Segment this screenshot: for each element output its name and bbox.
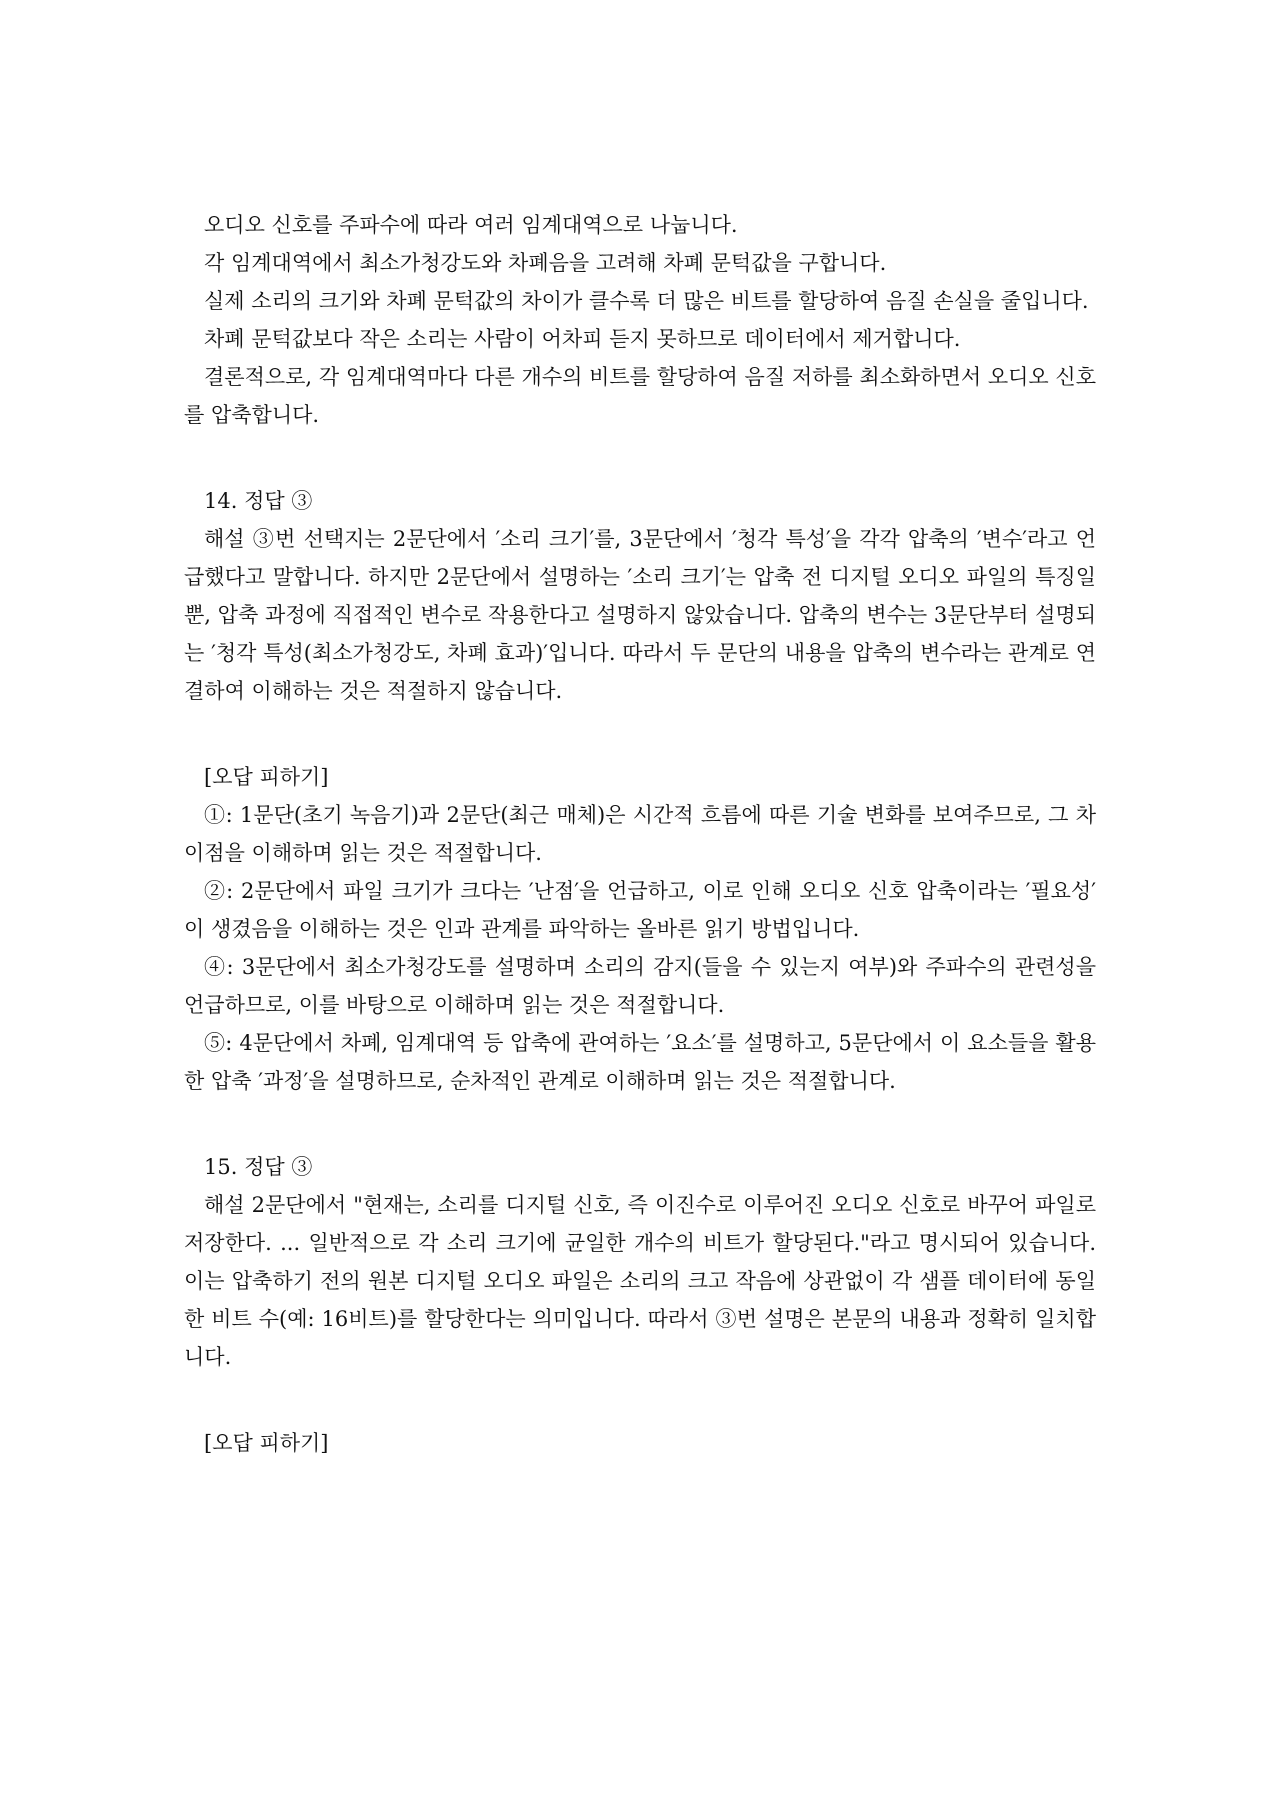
summary-line-5: 결론적으로, 각 임계대역마다 다른 개수의 비트를 할당하여 음질 저하를 최소화하면서 오디오 신호를 압축합니다. (184, 365, 1096, 427)
document-body (184, 206, 1096, 1462)
q14-answer-heading: 14. 정답 ③ (204, 489, 313, 513)
q15-answer-heading: 15. 정답 ③ (204, 1155, 313, 1179)
q14-explanation: 해설 ③번 선택지는 2문단에서 ′소리 크기′를, 3문단에서 ′청각 특성′을 각각 압축의 ′변수′라고 언급했다고 말합니다. 하지만 2문단에서 설명하는 ′소리 크기′는 압축 전 디지털 오디오 파일의 특징일 뿐, 압축 과정에 직접적인 변수로 작용한다고 설명하지 않았습니다. 압축의 변수는 3문단부터 설명되는 ′청각 특성(최소가청강도, 차폐 효과)′입니다. 따라서 두 문단의 내용을 압축의 변수라는 관계로 연결하여 이해하는 것은 적절하지 않습니다. (184, 527, 1096, 703)
summary-line-4: 차폐 문턱값보다 작은 소리는 사람이 어차피 듣지 못하므로 데이터에서 제거합니다. (204, 327, 961, 351)
section-spacer (184, 1100, 1096, 1148)
section-spacer (184, 710, 1096, 758)
summary-line-1: 오디오 신호를 주파수에 따라 여러 임계대역으로 나눕니다. (204, 213, 738, 237)
section-spacer (184, 434, 1096, 482)
q14-avoid-item-1: ①: 1문단(초기 녹음기)과 2문단(최근 매체)은 시간적 흐름에 따른 기술 변화를 보여주므로, 그 차이점을 이해하며 읽는 것은 적절합니다. (184, 803, 1096, 865)
q14-avoid-item-5: ⑤: 4문단에서 차폐, 임계대역 등 압축에 관여하는 ′요소′를 설명하고, 5문단에서 이 요소들을 활용한 압축 ′과정′을 설명하므로, 순차적인 관계로 이해하며 읽는 것은 적절합니다. (184, 1031, 1096, 1093)
summary-line-3: 실제 소리의 크기와 차폐 문턱값의 차이가 클수록 더 많은 비트를 할당하여 음질 손실을 줄입니다. (204, 289, 1089, 313)
q15-avoid-heading: [오답 피하기] (204, 1431, 329, 1455)
q14-avoid-item-4: ④: 3문단에서 최소가청강도를 설명하며 소리의 감지(들을 수 있는지 여부)와 주파수의 관련성을 언급하므로, 이를 바탕으로 이해하며 읽는 것은 적절합니다. (184, 955, 1096, 1017)
q14-avoid-item-2: ②: 2문단에서 파일 크기가 크다는 ′난점′을 언급하고, 이로 인해 오디오 신호 압축이라는 ′필요성′이 생겼음을 이해하는 것은 인과 관계를 파악하는 올바른 읽기 방법입니다. (184, 879, 1096, 941)
q15-explanation: 해설 2문단에서 "현재는, 소리를 디지털 신호, 즉 이진수로 이루어진 오디오 신호로 바꾸어 파일로 저장한다. ... 일반적으로 각 소리 크기에 균일한 개수의 비트가 할당된다."라고 명시되어 있습니다. 이는 압축하기 전의 원본 디지털 오디오 파일은 소리의 크고 작음에 상관없이 각 샘플 데이터에 동일한 비트 수(예: 16비트)를 할당한다는 의미입니다. 따라서 ③번 설명은 본문의 내용과 정확히 일치합니다. (184, 1193, 1096, 1369)
q14-avoid-heading: [오답 피하기] (204, 765, 329, 789)
section-spacer (184, 1376, 1096, 1424)
summary-line-2: 각 임계대역에서 최소가청강도와 차폐음을 고려해 차폐 문턱값을 구합니다. (204, 251, 887, 275)
